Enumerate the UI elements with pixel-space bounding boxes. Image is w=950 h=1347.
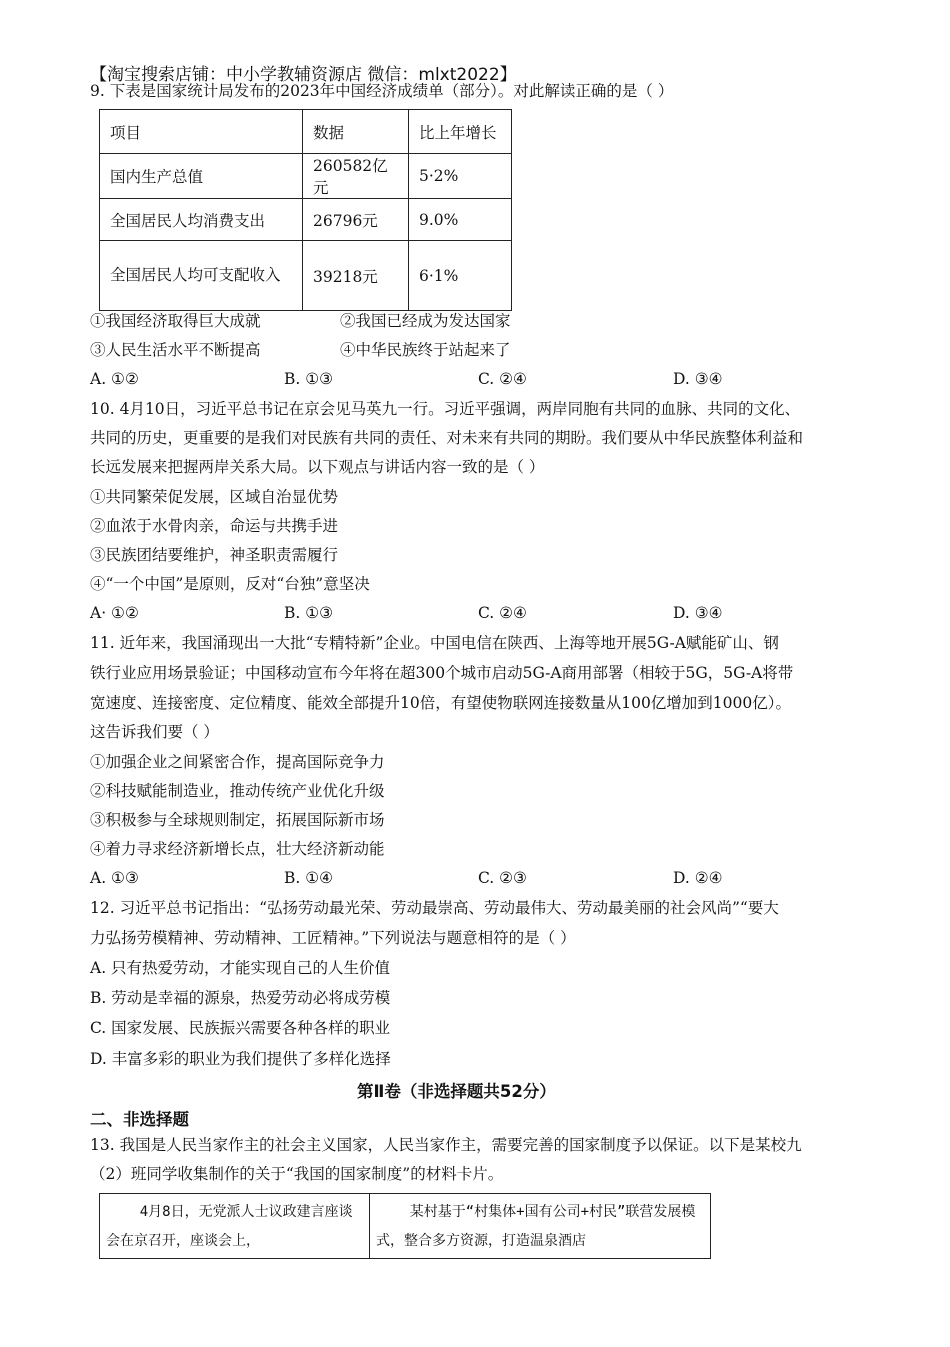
table-header-cell: 项目 [100, 110, 303, 154]
table-cell: 9.0% [409, 199, 512, 241]
q9-statement: ③人民生活水平不断提高 [90, 341, 261, 359]
q10-stem-line: 共同的历史，更重要的是我们对民族有共同的责任、对未来有共同的期盼。我们要从中华民族整体利益和 [90, 429, 804, 447]
q11-statement: ④着力寻求经济新增长点，壮大经济新动能 [90, 840, 385, 858]
q9-statement: ②我国已经成为发达国家 [340, 312, 511, 330]
q11-statement: ①加强企业之间紧密合作，提高国际竞争力 [90, 753, 385, 771]
q9-statement: ④中华民族终于站起来了 [340, 341, 511, 359]
q11-stem-line: 宽速度、连接密度、定位精度、能效全部提升10倍，有望使物联网连接数量从100亿增加到1000亿）。 [90, 694, 792, 712]
table-header-cell: 比上年增长 [409, 110, 512, 154]
section-subtitle: 二、非选择题 [90, 1110, 189, 1129]
table-row [100, 154, 512, 199]
q10-option-b: B. ①③ [284, 604, 334, 622]
q12-stem-line: 力弘扬劳模精神、劳动精神、工匠精神。”下列说法与题意相符的是（ ） [90, 929, 576, 947]
table-cell: 全国居民人均消费支出 [100, 199, 303, 241]
table-cell: 39218元 [303, 241, 409, 311]
material-card [99, 1193, 711, 1259]
q10-option-a: A· ①② [90, 604, 139, 622]
q12-option-a: A. 只有热爱劳动，才能实现自己的人生价值 [90, 959, 391, 977]
table-row [100, 199, 512, 241]
table-cell: 全国居民人均可支配收入 [100, 241, 303, 311]
q12-option-c: C. 国家发展、民族振兴需要各种各样的职业 [90, 1019, 391, 1037]
q9-statement: ①我国经济取得巨大成就 [90, 312, 261, 330]
table-cell: 26796元 [303, 199, 409, 241]
q11-option-a: A. ①③ [90, 869, 139, 887]
table-header-cell: 数据 [303, 110, 409, 154]
q11-stem-line: 铁行业应用场景验证；中国移动宣布今年将在超300个城市启动5G-A商用部署（相较于5G，5G-A将带 [90, 664, 794, 682]
table-row [100, 241, 512, 311]
header-banner: 【淘宝搜索店铺：中小学教辅资源店 微信：mlxt2022】 [90, 65, 517, 85]
q11-option-d: D. ②④ [673, 869, 723, 887]
q11-statement: ③积极参与全球规则制定，拓展国际新市场 [90, 811, 385, 829]
q10-option-d: D. ③④ [673, 604, 723, 622]
q10-statement: ②血浓于水骨肉亲，命运与共携手进 [90, 517, 339, 535]
q13-stem-line: 13. 我国是人民当家作主的社会主义国家，人民当家作主，需要完善的国家制度予以保证。以下是某校九 [90, 1136, 802, 1154]
q9-option-d: D. ③④ [673, 370, 723, 388]
table-cell: 6·1% [409, 241, 512, 311]
q11-option-b: B. ①④ [284, 869, 334, 887]
q11-option-c: C. ②③ [478, 869, 527, 887]
q9-option-a: A. ①② [90, 370, 139, 388]
q10-statement: ①共同繁荣促发展，区域自治显优势 [90, 488, 339, 506]
q13-stem-line: （2）班同学收集制作的关于“我国的国家制度”的材料卡片。 [90, 1165, 504, 1183]
table-cell: 260582亿元 [303, 154, 409, 199]
material-card-right: 某村基于“村集体+国有公司+村民”联营发展模式，整合多方资源，打造温泉酒店 [376, 1204, 696, 1249]
section-title: 第Ⅱ卷（非选择题共52分） [357, 1082, 556, 1101]
q11-statement: ②科技赋能制造业，推动传统产业优化升级 [90, 782, 385, 800]
table-cell: 国内生产总值 [100, 154, 303, 199]
q10-stem-line: 10. 4月10日，习近平总书记在京会见马英九一行。习近平强调，两岸同胞有共同的血脉、共同的文化、 [90, 400, 801, 418]
q9-option-c: C. ②④ [478, 370, 527, 388]
table-header-row [100, 110, 512, 154]
q11-stem-line: 11. 近年来，我国涌现出一大批“专精特新”企业。中国电信在陕西、上海等地开展5G-A赋能矿山、钢 [90, 634, 779, 652]
material-card-left: 4月8日，无党派人士议政建言座谈会在京召开，座谈会上， [100, 1194, 370, 1258]
q10-stem-line: 长远发展来把握两岸关系大局。以下观点与讲话内容一致的是（ ） [90, 458, 545, 476]
stats-table [99, 109, 512, 311]
q12-option-b: B. 劳动是幸福的源泉，热爱劳动必将成劳模 [90, 989, 391, 1007]
q10-statement: ③民族团结要维护，神圣职责需履行 [90, 546, 339, 564]
q9-option-b: B. ①③ [284, 370, 334, 388]
q12-option-d: D. 丰富多彩的职业为我们提供了多样化选择 [90, 1050, 391, 1068]
q10-statement: ④“一个中国”是原则，反对“台独”意坚决 [90, 575, 370, 593]
table-cell: 5·2% [409, 154, 512, 199]
q12-stem-line: 12. 习近平总书记指出：“弘扬劳动最光荣、劳动最崇高、劳动最伟大、劳动最美丽的社会风尚”“要大 [90, 899, 779, 917]
q9-stem: 9. 下表是国家统计局发布的2023年中国经济成绩单（部分）。对此解读正确的是（ ） [90, 82, 674, 100]
q11-stem-line: 这告诉我们要（ ） [90, 723, 219, 741]
q10-option-c: C. ②④ [478, 604, 527, 622]
